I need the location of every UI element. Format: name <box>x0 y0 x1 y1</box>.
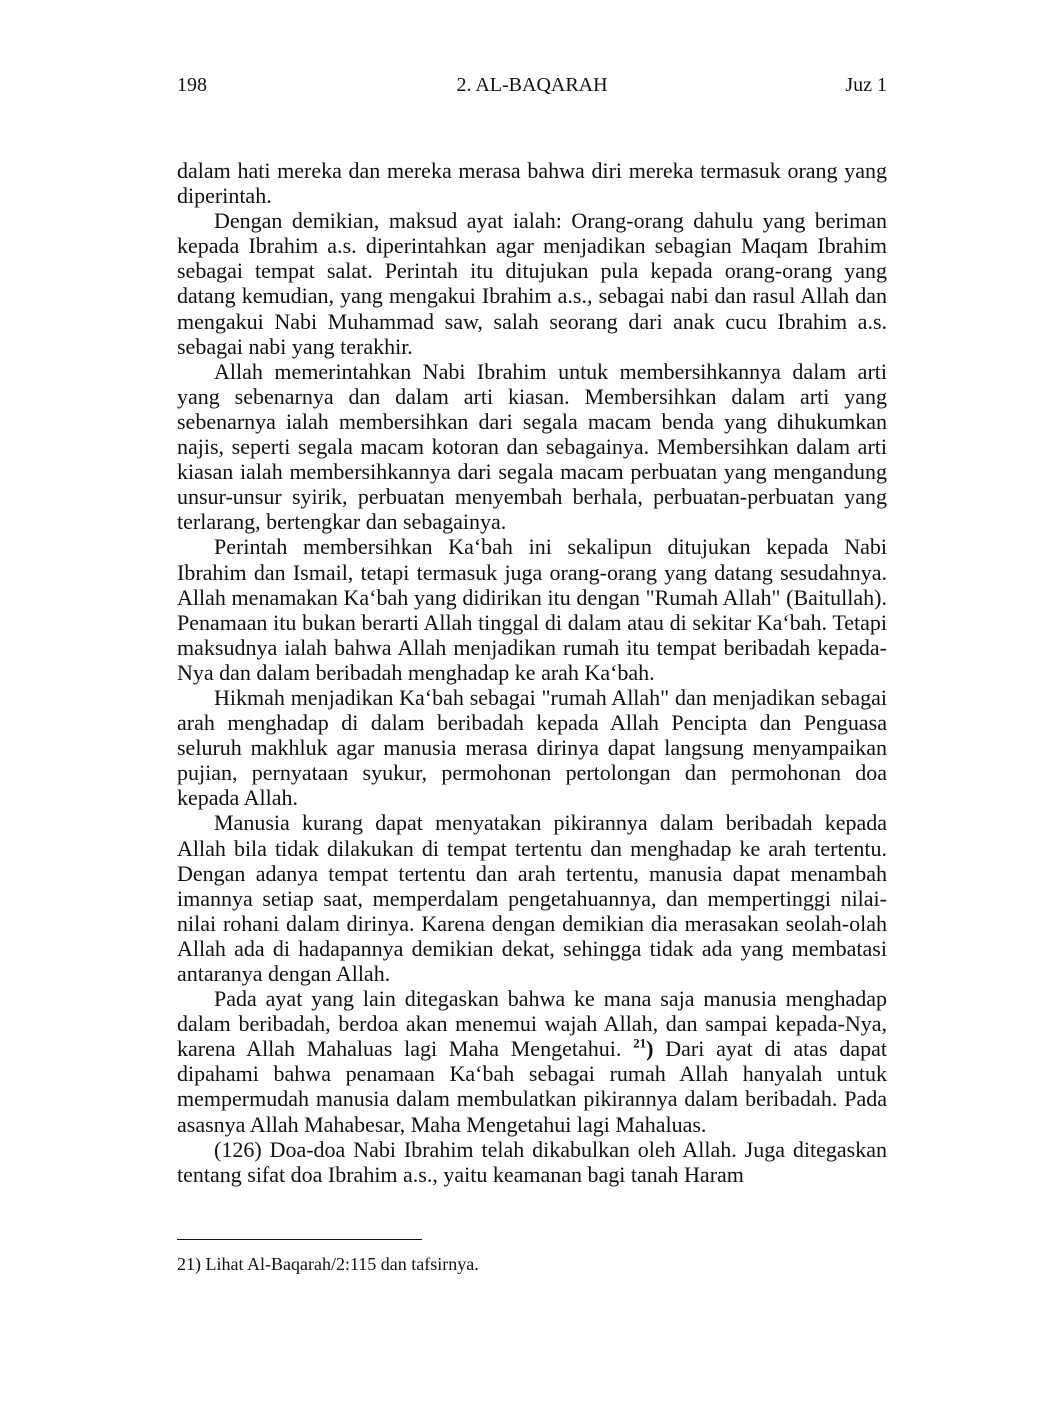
paragraph-meaning-of-verse: Dengan demikian, maksud ayat ialah: Orang-orang dahulu yang beriman kepada Ibrahim a.s. diperintahkan agar menjadikan sebagian Maqam Ibrahim sebagai tempat salat. Perintah itu ditujukan pula kepada orang-orang yang datang kemudian, yang mengakui Ibrahim a.s., sebagai nabi dan rasul Allah dan mengakui Nabi Muhammad saw, salah seorang dari anak cucu Ibrahim a.s. sebagai nabi yang terakhir. <box>177 208 887 359</box>
chapter-title: 2. AL-BAQARAH <box>456 74 608 96</box>
footnote-ref-paren: ) <box>646 1036 654 1062</box>
juz-label: Juz 1 <box>845 74 887 96</box>
footnote-separator <box>177 1239 422 1240</box>
body-text <box>177 158 887 1187</box>
paragraph-verse-126: (126) Doa-doa Nabi Ibrahim telah dikabulkan oleh Allah. Juga ditegaskan tentang sifat doa Ibrahim a.s., yaitu keamanan bagi tanah Haram <box>177 1136 887 1187</box>
footnote-ref-21[interactable]: 21 <box>633 1035 647 1051</box>
paragraph-text-before-ref: Pada ayat yang lain ditegaskan bahwa ke mana saja manusia menghadap dalam beribadah, berdoa akan menemui wajah Allah, dan sampai kepada-Nya, karena Allah Mahaluas lagi Maha Mengetahui. <box>177 986 887 1062</box>
page-number: 198 <box>177 74 207 96</box>
paragraph-kabah-command: Perintah membersihkan Ka‘bah ini sekalipun ditujukan kepada Nabi Ibrahim dan Ismail, tetapi termasuk juga orang-orang yang datang sesudahnya. Allah menamakan Ka‘bah yang didirikan itu dengan "Rumah Allah" (Baitullah). Penamaan itu bukan berarti Allah tinggal di dalam atau di sekitar Ka‘bah. Tetapi maksudnya ialah bahwa Allah menjadikan rumah itu tempat beribadah kepada-Nya dan dalam beribadah menghadap ke arah Ka‘bah. <box>177 534 887 685</box>
paragraph-wisdom: Hikmah menjadikan Ka‘bah sebagai "rumah Allah" dan menjadikan sebagai arah menghadap di dalam beribadah kepada Allah Pencipta dan Penguasa seluruh makhluk agar manusia merasa dirinya dapat langsung menyampaikan pujian, pernyataan syukur, permohonan pertolongan dan permohonan doa kepada Allah. <box>177 684 887 811</box>
paragraph-direction: Manusia kurang dapat menyatakan pikirannya dalam beribadah kepada Allah bila tidak dilakukan di tempat tertentu dan menghadap ke arah tertentu. Dengan adanya tempat tertentu dan arah tertentu, manusia dapat menambah imannya setiap saat, memperdalam pengetahuannya, dan mempertinggi nilai-nilai rohani dalam dirinya. Karena dengan demikian dia merasakan seolah-olah Allah ada di hadapannya demikian dekat, sehingga tidak ada yang membatasi antaranya dengan Allah. <box>177 810 887 986</box>
paragraph-other-verse <box>177 986 887 1137</box>
paragraph-text-after-ref: Dari ayat di atas dapat dipahami bahwa penamaan Ka‘bah sebagai rumah Allah hanyalah untuk mempermudah manusia dalam membulatkan pikirannya dalam beribadah. Pada asasnya Allah Mahabesar, Maha Mengetahui lagi Mahaluas. <box>177 1036 888 1137</box>
running-header <box>177 72 887 98</box>
footnote-21: 21) Lihat Al-Baqarah/2:115 dan tafsirnya. <box>177 1254 479 1274</box>
paragraph-continuation: dalam hati mereka dan mereka merasa bahwa diri mereka termasuk orang yang diperintah. <box>177 158 887 209</box>
paragraph-cleansing: Allah memerintahkan Nabi Ibrahim untuk membersihkannya dalam arti yang sebenarnya dan dalam arti kiasan. Membersihkan dalam arti yang sebenarnya ialah membersihkan dari segala macam benda yang dihukumkan najis, seperti segala macam kotoran dan sebagainya. Membersihkan dalam arti kiasan ialah membersihkannya dari segala macam perbuatan yang mengandung unsur-unsur syirik, perbuatan menyembah berhala, perbuatan-perbuatan yang terlarang, bertengkar dan sebagainya. <box>177 358 887 535</box>
